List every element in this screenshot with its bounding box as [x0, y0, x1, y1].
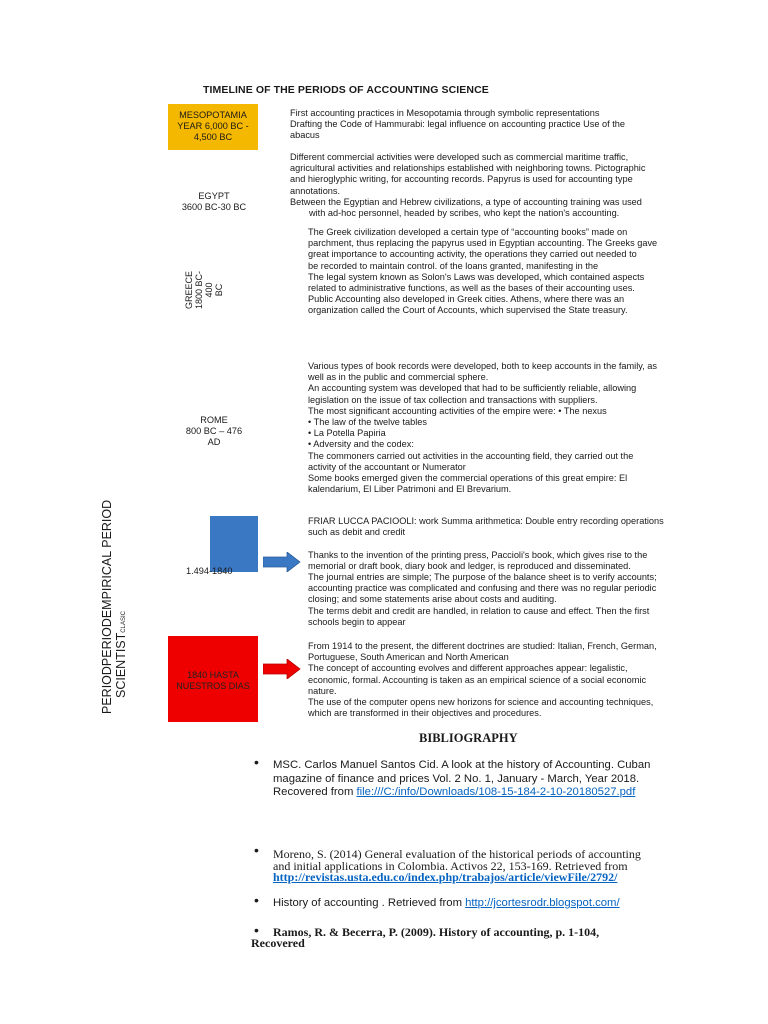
text-line: The commoners carried out activities in the accounting field, they carried out the	[308, 450, 634, 461]
bibliography-link-2[interactable]: http://revistas.usta.edu.co/index.php/trabajos/article/viewFile/2792/	[273, 870, 618, 884]
bullet-icon: •	[254, 754, 259, 770]
text-line: The use of the computer opens new horizons for science and accounting techniques,	[308, 697, 654, 708]
bibliography-entry-2	[273, 849, 733, 884]
bullet-icon: •	[254, 842, 259, 858]
text-line: The concept of accounting evolves and different approaches appear: legalistic,	[308, 663, 628, 674]
rome-label-2: 800 BC – 476	[185, 426, 243, 437]
blue-arrow-icon	[263, 552, 303, 572]
egypt-label-1: EGYPT	[198, 191, 230, 201]
text-line: such as debit and credit	[308, 527, 406, 538]
text-line: The most significant accounting activities of the empire were: • The nexus	[308, 405, 607, 416]
text-line: economic, formal. Accounting is taken as an empirical science of a social economic	[308, 674, 647, 685]
text-line: • La Potella Papiria	[308, 428, 386, 439]
text-line: well as in the public and commercial sphere.	[308, 372, 489, 383]
rome-label-3: AD	[207, 437, 221, 448]
text-line: The journal entries are simple; The purpose of the balance sheet is to verify accounts;	[308, 572, 657, 582]
text-line: Public Accounting also developed in Greek cities. Athens, where there was an	[308, 294, 625, 305]
rome-text	[308, 361, 728, 495]
bib-line: MSC. Carlos Manuel Santos Cid. A look at the history of Accounting. Cuban	[273, 759, 651, 771]
bib-line: Recovered	[251, 936, 305, 950]
period-side-line-1: PERIODPERIODEMPIRICAL PERIOD	[100, 499, 114, 714]
bib-line: magazine of finance and prices Vol. 2 No. 1, January - March, Year 2018.	[273, 772, 640, 785]
bib-line: History of accounting . Retrieved from	[273, 897, 466, 909]
text-line: which are transformed in their objectives and procedures.	[308, 708, 542, 719]
period-side-line-2-sub: CLASIC	[121, 611, 127, 633]
text-line: activity of the accountant or Numerator	[308, 461, 466, 472]
text-line: Some books emerged given the commercial operations of this great empire: El	[308, 473, 628, 484]
text-line: closing; and some statements arise about costs and auditing.	[308, 594, 557, 605]
text-line: First accounting practices in Mesopotamia through symbolic representations	[290, 108, 600, 118]
period-side-line-2: SCIENTIST	[114, 632, 128, 698]
text-line	[308, 538, 728, 549]
empirical-period-label: 1.494-1840	[186, 566, 233, 576]
text-line: Different commercial activities were developed such as commercial maritime traffic,	[290, 152, 629, 162]
text-line: Various types of book records were developed, both to keep accounts in the family, as	[308, 361, 657, 371]
rome-label	[168, 415, 260, 449]
mesopotamia-text	[290, 108, 710, 142]
scientist-period-box	[168, 636, 258, 722]
empirical-text	[308, 516, 728, 628]
text-line: kalendarium, El Liber Patrimoni and El Brevarium.	[308, 484, 512, 495]
mesopotamia-box	[168, 104, 258, 150]
text-line: nature.	[308, 685, 337, 696]
text-line: Portuguese, South American and North American	[308, 652, 509, 663]
period-side-label	[100, 500, 131, 714]
bibliography-entry-3	[273, 897, 733, 911]
mesopotamia-label-1: MESOPOTAMIA	[179, 110, 247, 120]
text-line: The Greek civilization developed a certain type of “accounting books” made on	[308, 227, 628, 237]
bib-line: Moreno, S. (2014) General evaluation of the historical periods of accounting	[273, 847, 641, 861]
mesopotamia-label-3: 4,500 BC	[193, 132, 233, 142]
bullet-icon: •	[254, 892, 259, 908]
text-line: annotations.	[290, 185, 341, 196]
text-line: organization called the Court of Accounts, which supervised the State treasury.	[308, 305, 628, 316]
text-line: related to administrative functions, as well as the bases of their accounting uses.	[308, 283, 635, 294]
bibliography-link-3[interactable]: http://jcortesrodr.blogspot.com/	[465, 897, 620, 909]
scientist-text	[308, 641, 728, 719]
scientist-label-2: NUESTROS DIAS	[176, 681, 250, 691]
text-line: agricultural activities and relationships established with neighboring towns. Pictographic	[290, 163, 646, 174]
text-line: Between the Egyptian and Hebrew civilizations, a type of accounting training was used	[290, 196, 642, 207]
text-line: schools begin to appear	[308, 616, 406, 627]
text-line: with ad-hoc personnel, headed by scribes, who kept the nation's accounting.	[309, 208, 620, 219]
text-line: legislation on the issue of tax collection and transactions with suppliers.	[308, 394, 598, 405]
greece-label	[184, 262, 224, 318]
bibliography-entry-1	[273, 759, 733, 800]
greece-label-2: 1800 BC-	[194, 270, 204, 310]
text-line: The legal system known as Solon's Laws was developed, which contained aspects	[308, 271, 645, 282]
text-line: parchment, thus replacing the papyrus used in Egyptian accounting. The Greeks gave	[308, 238, 658, 249]
text-line: Thanks to the invention of the printing press, Paccioli's book, which gives rise to the	[308, 549, 648, 560]
text-line: Drafting the Code of Hammurabi: legal influence on accounting practice Use of the	[290, 119, 626, 130]
mesopotamia-label-2: YEAR 6,000 BC -	[177, 121, 249, 131]
text-line: • Adversity and the codex:	[308, 439, 414, 450]
bibliography-link-1[interactable]: file:///C:/info/Downloads/108-15-184-2-10-20180527.pdf	[356, 786, 636, 798]
empirical-period-box	[210, 516, 258, 572]
greece-text	[308, 227, 718, 317]
text-line: and hieroglyphic writing, for accounting records. Papyrus is used for accounting type	[290, 174, 633, 185]
red-arrow-icon	[263, 659, 303, 679]
text-line: An accounting system was developed that had to be sufficiently reliable, allowing	[308, 383, 637, 394]
greece-label-4: BC	[214, 283, 224, 297]
greece-label-1: GREECE	[184, 271, 194, 310]
text-line: great importance to accounting activity, the operations they carried out needed to	[308, 249, 637, 260]
bib-line: Recovered from	[273, 786, 357, 798]
text-line: • The law of the twelve tables	[308, 417, 427, 428]
text-line: The terms debit and credit are handled, in relation to cause and effect. Then the first	[308, 605, 650, 616]
text-line: be recorded to maintain control. of the loans granted, manifesting in the	[308, 260, 599, 271]
rome-label-1: ROME	[200, 415, 228, 425]
bibliography-heading: BIBLIOGRAPHY	[419, 731, 518, 745]
egypt-text	[290, 152, 710, 219]
text-line: FRIAR LUCCA PACIOOLI: work Summa arithmetica: Double entry recording operations	[308, 516, 664, 526]
bib-line: Ramos, R. & Becerra, P. (2009). History of accounting, p. 1-104,	[273, 925, 600, 939]
text-line: From 1914 to the present, the different doctrines are studied: Italian, French, German,	[308, 641, 657, 651]
text-line: accounting practice was complicated and confusing and there was no regular periodic	[308, 583, 657, 594]
bullet-icon: •	[254, 922, 259, 938]
greece-label-3: 400	[204, 282, 214, 298]
text-line: abacus	[290, 130, 320, 141]
bib-line: and initial applications in Colombia. Activos 22, 153-169. Retrieved from	[273, 858, 628, 873]
text-line: memorial or draft book, diary book and ledger, is reproduced and disseminated.	[308, 560, 631, 571]
page-title: TIMELINE OF THE PERIODS OF ACCOUNTING SCIENCE	[203, 84, 489, 96]
scientist-label-1: 1840 HASTA	[187, 670, 239, 680]
bibliography-entry-4	[251, 925, 733, 950]
egypt-label	[168, 191, 260, 213]
egypt-label-2: 3600 BC-30 BC	[181, 202, 247, 213]
